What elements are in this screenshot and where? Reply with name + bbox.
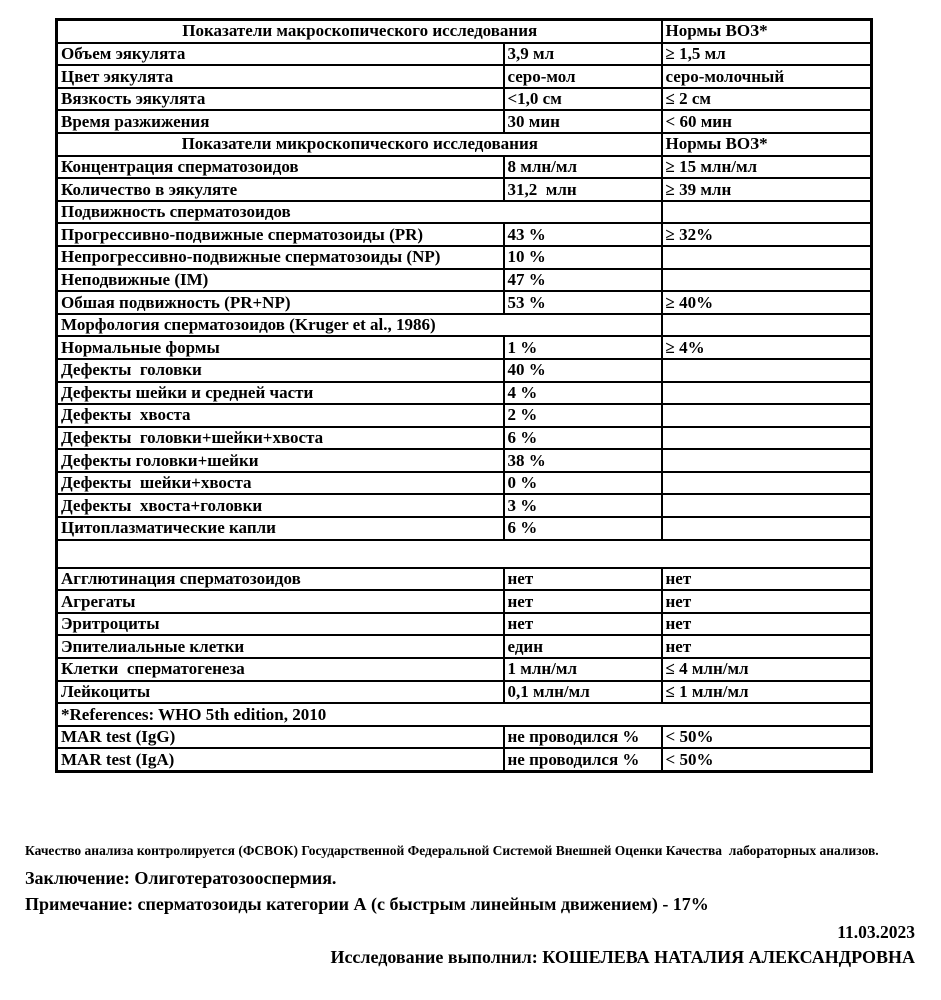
norm-cell: серо-молочный <box>662 65 872 88</box>
table-row <box>57 404 872 427</box>
value-cell: 30 мин <box>504 110 662 133</box>
norm-cell <box>662 449 872 472</box>
table-row <box>57 748 872 771</box>
parameter-cell: Прогрессивно-подвижные сперматозоиды (PR) <box>57 223 504 246</box>
value-cell: 31,2 млн <box>504 178 662 201</box>
parameter-cell: Количество в эякуляте <box>57 178 504 201</box>
table-row <box>57 359 872 382</box>
remark-line: Примечание: сперматозоиды категории А (с быстрым линейным движением) - 17% <box>25 893 709 914</box>
norm-cell <box>662 472 872 495</box>
table-row <box>57 613 872 636</box>
table-row <box>57 20 872 43</box>
parameter-cell: Дефекты хвоста+головки <box>57 494 504 517</box>
table-row <box>57 156 872 179</box>
table-row <box>57 726 872 749</box>
parameter-cell: Цвет эякулята <box>57 65 504 88</box>
parameter-cell: Дефекты головки+шейки+хвоста <box>57 427 504 450</box>
parameter-cell: Обшая подвижность (PR+NP) <box>57 291 504 314</box>
parameter-cell: Дефекты головки <box>57 359 504 382</box>
value-cell: 53 % <box>504 291 662 314</box>
norm-cell: нет <box>662 590 872 613</box>
section-label-cell: Морфология сперматозоидов (Kruger et al., 1986) <box>57 314 662 337</box>
table-row <box>57 269 872 292</box>
norm-cell <box>662 314 872 337</box>
value-cell: 40 % <box>504 359 662 382</box>
value-cell: 0 % <box>504 472 662 495</box>
table-row <box>57 65 872 88</box>
parameter-cell: Вязкость эякулята <box>57 88 504 111</box>
conclusion-line: Заключение: Олиготератозооспермия. <box>25 867 337 888</box>
table-row <box>57 88 872 111</box>
norm-cell <box>662 517 872 540</box>
parameter-cell: Время разжижения <box>57 110 504 133</box>
table-row <box>57 635 872 658</box>
parameter-cell: Эритроциты <box>57 613 504 636</box>
value-cell: нет <box>504 590 662 613</box>
parameter-cell: Нормальные формы <box>57 336 504 359</box>
norm-cell: ≤ 2 см <box>662 88 872 111</box>
parameter-cell: MAR test (IgA) <box>57 748 504 771</box>
table-row <box>57 427 872 450</box>
table-row <box>57 568 872 591</box>
parameter-cell: Непрогрессивно-подвижные сперматозоиды (NP) <box>57 246 504 269</box>
value-cell: 1 % <box>504 336 662 359</box>
value-cell: <1,0 см <box>504 88 662 111</box>
table-row <box>57 43 872 66</box>
value-cell: 3,9 мл <box>504 43 662 66</box>
section-header-cell: Показатели микроскопического исследования <box>57 133 662 156</box>
value-cell: серо-мол <box>504 65 662 88</box>
section-header-cell: Показатели макроскопического исследования <box>57 20 662 43</box>
parameter-cell: Клетки сперматогенеза <box>57 658 504 681</box>
parameter-cell: Объем эякулята <box>57 43 504 66</box>
empty-spacer-cell <box>57 540 872 568</box>
table-row <box>57 178 872 201</box>
value-cell: нет <box>504 568 662 591</box>
parameter-cell: MAR test (IgG) <box>57 726 504 749</box>
parameter-cell: Цитоплазматические капли <box>57 517 504 540</box>
value-cell: 2 % <box>504 404 662 427</box>
results-table-body <box>57 20 872 772</box>
table-row <box>57 110 872 133</box>
norm-cell: ≥ 1,5 мл <box>662 43 872 66</box>
value-cell: 4 % <box>504 382 662 405</box>
norm-cell <box>662 201 872 224</box>
norm-header-cell: Нормы ВОЗ* <box>662 133 872 156</box>
report-date: 11.03.2023 <box>837 921 915 942</box>
value-cell: 3 % <box>504 494 662 517</box>
table-row <box>57 336 872 359</box>
value-cell: 10 % <box>504 246 662 269</box>
norm-cell <box>662 269 872 292</box>
table-row <box>57 590 872 613</box>
table-row <box>57 658 872 681</box>
report-footer <box>25 842 915 968</box>
parameter-cell: Агглютинация сперматозоидов <box>57 568 504 591</box>
norm-cell: нет <box>662 635 872 658</box>
norm-cell: < 60 мин <box>662 110 872 133</box>
table-row <box>57 703 872 726</box>
parameter-cell: Дефекты шейки и средней части <box>57 382 504 405</box>
norm-cell: нет <box>662 568 872 591</box>
norm-cell: нет <box>662 613 872 636</box>
table-row <box>57 472 872 495</box>
parameter-cell: Дефекты шейки+хвоста <box>57 472 504 495</box>
value-cell: не проводился % <box>504 726 662 749</box>
norm-header-cell: Нормы ВОЗ* <box>662 20 872 43</box>
table-row <box>57 314 872 337</box>
norm-cell: ≤ 4 млн/мл <box>662 658 872 681</box>
value-cell: 47 % <box>504 269 662 292</box>
norm-cell <box>662 382 872 405</box>
table-row <box>57 201 872 224</box>
norm-cell <box>662 427 872 450</box>
table-row <box>57 540 872 568</box>
table-row <box>57 133 872 156</box>
parameter-cell: Дефекты головки+шейки <box>57 449 504 472</box>
norm-cell <box>662 359 872 382</box>
quality-control-note: Качество анализа контролируется (ФСВОК) Государственной Федеральной Системой Внешней Оценки Качества лабораторных анализов. <box>25 843 879 858</box>
norm-cell: ≥ 40% <box>662 291 872 314</box>
table-row <box>57 291 872 314</box>
full-span-cell: *References: WHO 5th edition, 2010 <box>57 703 872 726</box>
table-row <box>57 223 872 246</box>
parameter-cell: Эпителиальные клетки <box>57 635 504 658</box>
value-cell: 43 % <box>504 223 662 246</box>
norm-cell: ≥ 4% <box>662 336 872 359</box>
norm-cell: ≥ 32% <box>662 223 872 246</box>
table-row <box>57 246 872 269</box>
norm-cell <box>662 494 872 517</box>
value-cell: 1 млн/мл <box>504 658 662 681</box>
table-row <box>57 517 872 540</box>
parameter-cell: Концентрация сперматозоидов <box>57 156 504 179</box>
parameter-cell: Агрегаты <box>57 590 504 613</box>
value-cell: 6 % <box>504 427 662 450</box>
parameter-cell: Дефекты хвоста <box>57 404 504 427</box>
value-cell: 0,1 млн/мл <box>504 681 662 704</box>
value-cell: 38 % <box>504 449 662 472</box>
table-row <box>57 494 872 517</box>
value-cell: не проводился % <box>504 748 662 771</box>
section-label-cell: Подвижность сперматозоидов <box>57 201 662 224</box>
table-row <box>57 681 872 704</box>
norm-cell <box>662 404 872 427</box>
table-row <box>57 382 872 405</box>
norm-cell: < 50% <box>662 748 872 771</box>
value-cell: един <box>504 635 662 658</box>
norm-cell: ≥ 15 млн/мл <box>662 156 872 179</box>
norm-cell: ≤ 1 млн/мл <box>662 681 872 704</box>
value-cell: 8 млн/мл <box>504 156 662 179</box>
value-cell: нет <box>504 613 662 636</box>
norm-cell: < 50% <box>662 726 872 749</box>
table-row <box>57 449 872 472</box>
performed-by-line: Исследование выполнил: КОШЕЛЕВА НАТАЛИЯ АЛЕКСАНДРОВНА <box>330 946 915 967</box>
results-table-wrap <box>55 18 873 773</box>
value-cell: 6 % <box>504 517 662 540</box>
results-table <box>55 18 873 773</box>
parameter-cell: Лейкоциты <box>57 681 504 704</box>
norm-cell <box>662 246 872 269</box>
norm-cell: ≥ 39 млн <box>662 178 872 201</box>
parameter-cell: Неподвижные (IM) <box>57 269 504 292</box>
